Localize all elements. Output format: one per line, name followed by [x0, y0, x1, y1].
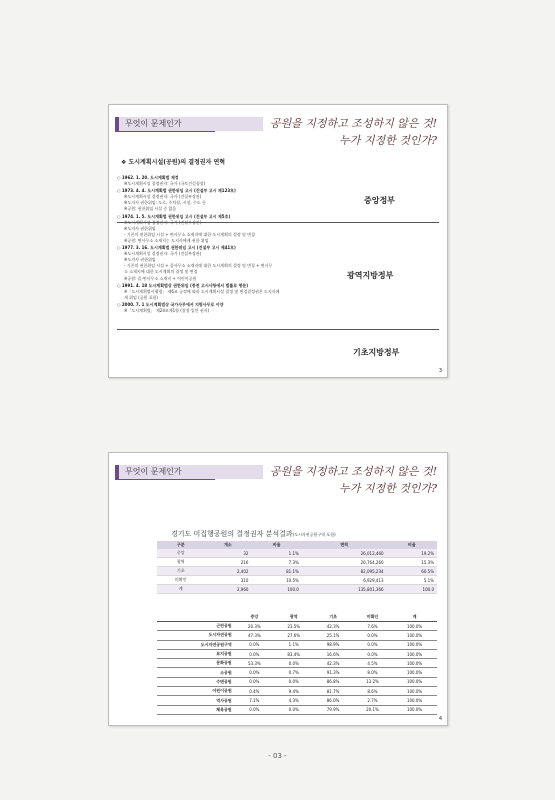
table-cell: 0.0%: [235, 705, 274, 714]
history-entry: [117, 188, 342, 212]
row-label: 수변공원: [157, 677, 235, 686]
table-cell: 32: [204, 549, 251, 558]
table-cell: 86.8%: [313, 677, 352, 686]
column-header: 계: [392, 613, 437, 622]
entry-line: ※공원: 권한위임 시설 중 없음: [124, 206, 177, 212]
table-row: [157, 677, 437, 686]
table-cell: 100.0%: [392, 687, 437, 696]
header-underline: [115, 131, 215, 132]
entry-line: - 기존의 권한위임 시설 + 면사무소 소재지에 대한 도시계획의 결정 및 변경: [124, 231, 255, 237]
column-header: 광역: [274, 613, 313, 622]
table-cell: 8.6%: [353, 687, 392, 696]
history-entry: [117, 214, 342, 244]
table-heading-text: 경기도 미집행공원의 결정권자 분석결과: [171, 530, 293, 538]
table-cell: 100.0%: [392, 677, 437, 686]
table-cell: 5.1%: [387, 576, 437, 585]
slide-1: [108, 104, 448, 378]
table-row: [157, 705, 437, 714]
history-entry: [117, 175, 342, 187]
table-row: [157, 687, 437, 696]
entry-title: ○ 1962. 1. 20. 도시계획법 제정: [117, 175, 179, 180]
table-row: [157, 585, 437, 594]
table-cell: 81.7%: [313, 687, 352, 696]
table-cell: 310: [204, 576, 251, 585]
entry-title: ○ 1973. 4. 4. 도시계획법 권한위임 고시 (건설부 고시 제123호): [117, 188, 236, 194]
table-cell: 0.0%: [235, 677, 274, 686]
column-header: 중앙: [235, 613, 274, 622]
table-cell: 83.4%: [274, 649, 313, 658]
table-cell: 6,929,413: [302, 576, 387, 585]
entry-line: ※공원: 읍·면사무소 소재지 + 어린이공원: [124, 275, 197, 281]
table-cell: 0.0%: [235, 640, 274, 649]
table-row: [157, 640, 437, 649]
entry-line: ※도시계획시설 결정권자: 국가 (건설부장관): [124, 219, 202, 225]
section-heading: ❖ 도시계획시설(공원)의 결정권자 연혁: [121, 159, 226, 166]
table-row: [157, 567, 437, 576]
row-label: 계: [157, 585, 204, 594]
slide-header: 무엇이 문제인가: [115, 465, 263, 479]
row-label: 묘지공원: [157, 649, 235, 658]
table-cell: 25.1%: [313, 631, 352, 640]
table-cell: 0.0%: [274, 659, 313, 668]
table-row: [157, 696, 437, 705]
table-cell: 98.9%: [313, 640, 352, 649]
table-heading-note: (도시자연공원구역 포함): [292, 532, 336, 537]
table-row: [157, 631, 437, 640]
column-header: 면적: [302, 541, 387, 549]
page-footer: - 03 -: [268, 752, 287, 760]
table-cell: 0.0%: [235, 668, 274, 677]
column-header: 비율: [387, 541, 437, 549]
table-cell: 7.3%: [251, 558, 301, 567]
slide-title-main: 공원을 지정하고 조성하지 않은 것!: [269, 465, 437, 478]
column-header: 미확인: [353, 613, 392, 622]
table-cell: 27.6%: [274, 631, 313, 640]
entry-line: ※도시계획시설 결정권자: 국가 (국토건설청장): [124, 181, 206, 187]
slide-page-number: 4: [438, 716, 442, 722]
table-cell: 1.1%: [274, 640, 313, 649]
park-type-table: [157, 613, 437, 715]
row-label: 어린이공원: [157, 687, 235, 696]
header-underline: [115, 479, 215, 480]
table-cell: 100.0%: [392, 705, 437, 714]
column-header: [157, 613, 235, 622]
entry-line: ※도지사 권한위임: [124, 225, 156, 231]
table-cell: 7.1%: [235, 696, 274, 705]
table-cell: 4.5%: [353, 659, 392, 668]
table-cell: 100.0: [387, 585, 437, 594]
entry-line: 게 위임 (공원 포함): [124, 294, 158, 300]
table-row: [157, 558, 437, 567]
column-header: 구분: [157, 541, 204, 549]
table-cell: 81.1%: [251, 567, 301, 576]
table-cell: 16.6%: [313, 649, 352, 658]
table-cell: 20,764,260: [302, 558, 387, 567]
table-cell: 100.0: [251, 585, 301, 594]
table-cell: 9.4%: [274, 687, 313, 696]
slide-title-sub: 누가 지정한 것인가?: [339, 482, 437, 495]
table-cell: 2,402: [204, 567, 251, 576]
table-cell: 216: [204, 558, 251, 567]
row-label: 역사공원: [157, 696, 235, 705]
entry-line: ※도지사 권한위임: 도로, 주차장, 시장, 수도 등: [124, 200, 206, 206]
slide-2: [108, 452, 448, 726]
table-header-row: [157, 541, 437, 549]
table-cell: 0.0%: [353, 640, 392, 649]
row-label: 체육공원: [157, 705, 235, 714]
table-row: [157, 622, 437, 631]
row-label: 도시자연공원: [157, 631, 235, 640]
table-cell: 91.3%: [313, 668, 352, 677]
table-cell: 42.3%: [313, 659, 352, 668]
row-label: 문화공원: [157, 659, 235, 668]
table-cell: 100.0%: [392, 631, 437, 640]
slide-title-sub: 누가 지정한 것인가?: [339, 134, 437, 147]
table-cell: 100.0%: [392, 649, 437, 658]
entry-title: ○ 1977. 3. 16. 도시계획법 권한위임 고시 (건설부 고시 제41호): [117, 245, 236, 251]
entry-title: ○ 1974. 1. 5. 도시계획법 권한위임 고시 (건설부 고시 제5호): [117, 213, 231, 219]
row-label: 기초: [157, 567, 204, 576]
entry-title: ○ 1991. 4. 18 도시계획법상 권한위임 (종전 고시사항에서 법률로 명문): [117, 282, 249, 288]
summary-table: [157, 541, 437, 594]
table-cell: 1.1%: [251, 549, 301, 558]
row-label: 미확인: [157, 576, 204, 585]
table-row: [157, 549, 437, 558]
table-heading: [171, 529, 336, 539]
table-cell: 23.5%: [274, 622, 313, 631]
row-label: 광역: [157, 558, 204, 567]
level-regional-government: 광역지방정부: [347, 271, 394, 280]
table-cell: 0.0%: [353, 649, 392, 658]
row-label: 근린공원: [157, 622, 235, 631]
table-cell: 0.0%: [353, 631, 392, 640]
table-cell: 100.0%: [392, 640, 437, 649]
table-cell: 47.3%: [235, 631, 274, 640]
table-cell: 26,012,460: [302, 549, 387, 558]
entry-line: - 기존의 권한위임 시설 + 읍사무소 소재지에 대한 도시계획의 결정 및 변경 + 면사무: [124, 263, 273, 269]
entry-line: ※도시계획시설 결정권자: 국가 (건설부장관): [124, 251, 202, 257]
table-cell: 0.0%: [274, 677, 313, 686]
slide-page-number: 3: [438, 368, 442, 374]
table-cell: 8.0%: [353, 668, 392, 677]
section-divider: [117, 222, 439, 223]
table-cell: 4.3%: [274, 696, 313, 705]
history-entry: [117, 283, 342, 301]
column-header: 비율: [251, 541, 301, 549]
row-label: 도시자연공원구역: [157, 640, 235, 649]
table-cell: 0.0%: [235, 649, 274, 658]
level-central-government: 중앙정부: [364, 196, 395, 205]
table-cell: 7.6%: [353, 622, 392, 631]
entry-line: ※도지사 권한위임: [124, 257, 156, 263]
table-cell: 0.4%: [235, 687, 274, 696]
column-header: 기초: [313, 613, 352, 622]
table-cell: 15.3%: [387, 558, 437, 567]
entry-line: ※「도시계획법」 제24조제1항 (결정 입안 권자): [124, 307, 210, 313]
entry-line: ※도시계획시설 결정권자: 국가 (건설부장관): [124, 194, 202, 200]
table-cell: 20.1%: [353, 705, 392, 714]
table-cell: 19.2%: [387, 549, 437, 558]
table-cell: 100.0%: [392, 622, 437, 631]
table-header-row: [157, 613, 437, 622]
table-cell: 53.3%: [235, 659, 274, 668]
table-cell: 100.0%: [392, 668, 437, 677]
row-label: 중앙: [157, 549, 204, 558]
table-cell: 13.2%: [353, 677, 392, 686]
row-label: 소공원: [157, 668, 235, 677]
table-cell: 135,801,366: [302, 585, 387, 594]
table-row: [157, 576, 437, 585]
table-cell: 10.5%: [251, 576, 301, 585]
table-cell: 0.7%: [274, 668, 313, 677]
level-local-government: 기초지방정부: [353, 348, 400, 357]
section-divider: [117, 329, 439, 330]
entry-title: ○ 2000. 7. 1 도시계획법상 국가사무에서 지방사무로 이양: [117, 301, 224, 307]
slide-title-main: 공원을 지정하고 조성하지 않은 것!: [269, 117, 437, 130]
entry-line: 소 소재지에 대한 도시계획의 결정 및 변경: [124, 269, 198, 275]
table-cell: 100.0%: [392, 659, 437, 668]
table-cell: 2,960: [204, 585, 251, 594]
table-cell: 20.3%: [235, 622, 274, 631]
table-cell: 2.7%: [353, 696, 392, 705]
table-cell: 60.5%: [387, 567, 437, 576]
entry-line: ※「도시계획법시행령」 제6조 규정에 따라 도시계획시설 결정 및 변경결정권은 도지사에: [124, 288, 280, 294]
history-list: [117, 175, 342, 315]
table-row: [157, 649, 437, 658]
table-cell: 100.0%: [392, 696, 437, 705]
table-cell: 0.0%: [274, 705, 313, 714]
slide-header: 무엇이 문제인가: [115, 117, 263, 131]
table-row: [157, 668, 437, 677]
table-cell: 82,095,234: [302, 567, 387, 576]
table-cell: 79.9%: [313, 705, 352, 714]
table-row: [157, 659, 437, 668]
history-entry: [117, 245, 342, 282]
entry-line: ※공원: 면사무소 소재지는 도지사에게 권한 위임: [124, 237, 209, 243]
table-cell: 42.3%: [313, 622, 352, 631]
table-cell: 86.0%: [313, 696, 352, 705]
history-entry: [117, 302, 342, 314]
column-header: 개소: [204, 541, 251, 549]
